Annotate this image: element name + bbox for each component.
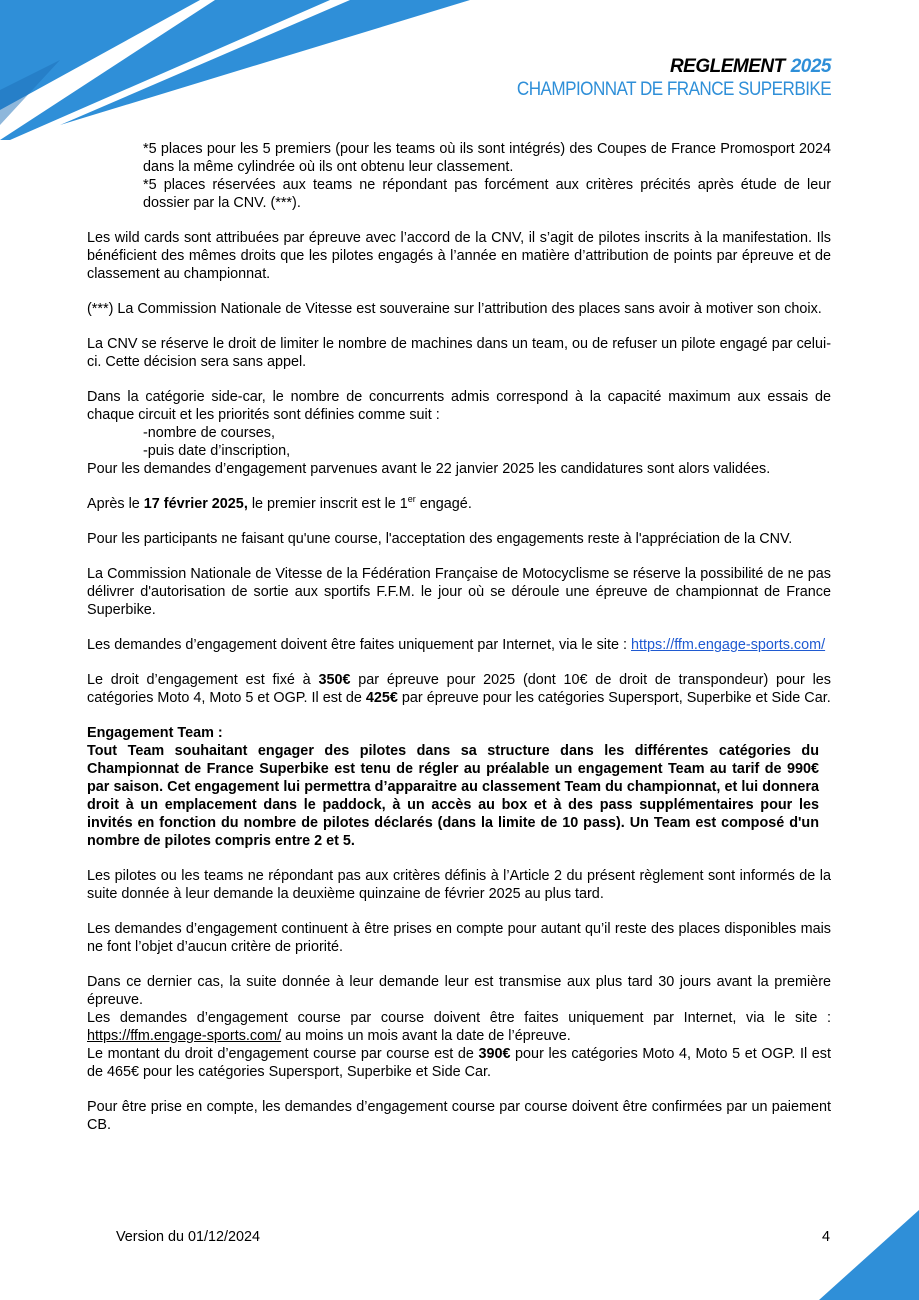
paragraph-side-car: Dans la catégorie side-car, le nombre de concurrents admis correspond à la capacité maximum aux essais de chaque circuit et les priorités sont définies comme suit :	[87, 389, 831, 423]
header-reglement: REGLEMENT	[669, 56, 785, 77]
list-item: -puis date d’inscription,	[143, 443, 291, 459]
paragraph-internet-registration: Les demandes d’engagement doivent être faites uniquement par Internet, via le site : https://ffm.engage-sports.com/	[87, 637, 826, 653]
paragraph-wild-cards: Les wild cards sont attribuées par épreuve avec l’accord de la CNV, il s’agit de pilotes inscrits à la manifestation. Ils bénéficient des mêmes droits que les pilotes engagés à l’année en matière d’attribution de points par épreuve et de classement au championnat.	[87, 230, 831, 282]
team-heading: Engagement Team :	[87, 725, 223, 741]
paragraph-race-fees: Le montant du droit d’engagement course par course est de 390€ pour les catégories Moto 4, Moto 5 et OGP. Il est de 465€ pour les catégories Supersport, Superbike et Side Car.	[87, 1046, 831, 1080]
list-item: -nombre de courses,	[143, 425, 275, 441]
team-paragraph: Tout Team souhaitant engager des pilotes dans sa structure dans les différentes catégories du Championnat de France Superbike est tenu de régler au préalable un engagement Team au tarif de 990€ par saison. Cet engagement lui permettra d’apparaitre au classement Team du championnat, et lui donnera droit à un emplacement dans le paddock, à un accès au box et à des pass supplémentaires pour les invités en fonction du nombre de pilotes déclarés (dans la limite de 10 pass). Un Team est composé d'un nombre de pilotes compris entre 2 et 5.	[87, 743, 819, 849]
footer-version: Version du 01/12/2024	[116, 1229, 261, 1245]
paragraph-cnv-places: *5 places réservées aux teams ne répondant pas forcément aux critères précités après étude de leur dossier par la CNV. (***).	[143, 177, 831, 211]
paragraph-30-days: Dans ce dernier cas, la suite donnée à leur demande leur est transmise aux plus tard 30 jours avant la première épreuve.	[87, 974, 831, 1008]
paragraph-january-deadline: Pour les demandes d’engagement parvenues avant le 22 janvier 2025 les candidatures sont alors validées.	[87, 461, 771, 477]
document-body	[87, 140, 831, 1134]
page-number: 4	[822, 1229, 831, 1245]
paragraph-promosport: *5 places pour les 5 premiers (pour les teams où ils sont intégrés) des Coupes de France Promosport 2024 dans la même cylindrée où ils ont obtenu leur classement.	[143, 141, 831, 175]
header-year: 2025	[790, 56, 831, 77]
corner-decoration-top-left	[0, 0, 480, 150]
paragraph-payment: Pour être prise en compte, les demandes d’engagement course par course doivent être confirmées par un paiement CB.	[87, 1099, 831, 1133]
header-championship: CHAMPIONNAT DE FRANCE SUPERBIKE	[516, 79, 831, 100]
corner-decoration-bottom-right	[809, 1210, 919, 1300]
header-title-line	[482, 56, 831, 78]
paragraph-ffm-authorization: La Commission Nationale de Vitesse de la Fédération Française de Motocyclisme se réserve la possibilité de ne pas délivrer d'autorisation de sortie aux sportifs F.F.M. le jour où se déroule une épreuve de championnat de France Superbike.	[87, 566, 831, 618]
paragraph-article-2: Les pilotes ou les teams ne répondant pas aux critères définis à l’Article 2 du présent règlement sont informés de la suite donnée à leur demande la deuxième quinzaine de février 2025 au plus tard.	[87, 868, 831, 902]
engage-sports-link-2[interactable]: https://ffm.engage-sports.com/	[87, 1028, 282, 1044]
paragraph-commission-note: (***) La Commission Nationale de Vitesse est souveraine sur l’attribution des places sans avoir à motiver son choix.	[87, 301, 822, 317]
paragraph-race-by-race: Les demandes d’engagement course par course doivent être faites uniquement par Internet, via le site : https://ffm.engage-sports.com/ au moins un mois avant la date de l’épreuve.	[87, 1010, 831, 1044]
document-header	[482, 56, 831, 102]
paragraph-cnv-limit: La CNV se réserve le droit de limiter le nombre de machines dans un team, ou de refuser un pilote engagé par celui-ci. Cette décision sera sans appel.	[87, 336, 831, 370]
paragraph-continued-registrations: Les demandes d’engagement continuent à être prises en compte pour autant qu’il reste des places disponibles mais ne font l’objet d’aucun critère de priorité.	[87, 921, 831, 955]
paragraph-fees: Le droit d’engagement est fixé à 350€ par épreuve pour 2025 (dont 10€ de droit de transpondeur) pour les catégories Moto 4, Moto 5 et OGP. Il est de 425€ par épreuve pour les catégories Supersport, Superbike et Side Car.	[87, 672, 831, 706]
paragraph-single-race: Pour les participants ne faisant qu'une course, l'acceptation des engagements reste à l'appréciation de la CNV.	[87, 531, 793, 547]
engage-sports-link[interactable]: https://ffm.engage-sports.com/	[631, 637, 826, 653]
paragraph-february-date: Après le 17 février 2025, le premier inscrit est le 1er engagé.	[87, 494, 472, 512]
